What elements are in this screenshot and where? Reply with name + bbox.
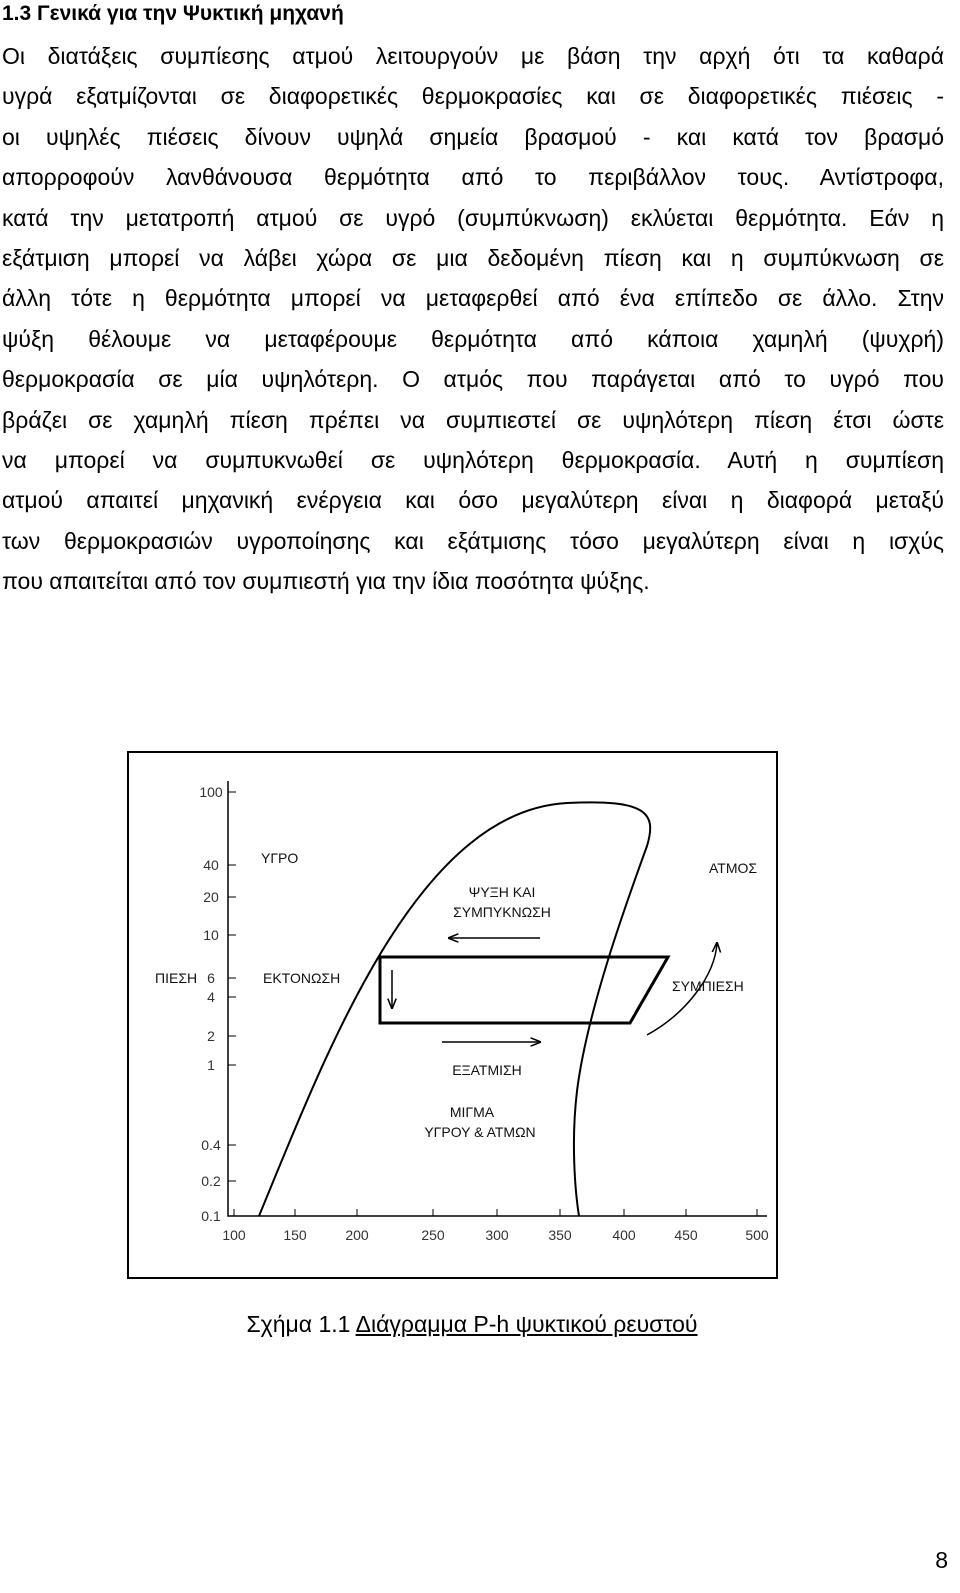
mixture-label: ΥΓΡΟΥ & ΑΤΜΩΝ (424, 1124, 536, 1140)
compression-label: ΣΥΜΠΙΕΣΗ (672, 978, 744, 994)
y-tick-label: 2 (207, 1028, 215, 1044)
vapour-region-label: ΑΤΜΟΣ (709, 860, 758, 876)
caption-title: Διάγραμμα P-h ψυκτικού ρευστού (355, 1311, 698, 1337)
paragraph-line: υγρά εξατμίζονται σε διαφορετικές θερμοκρασίες και σε διαφορετικές πιέσεις - (2, 83, 944, 110)
cooling-condensation-label: ΣΥΜΠΥΚΝΩΣΗ (453, 904, 551, 920)
paragraph-line: κατά την μετατροπή ατμού σε υγρό (συμπύκνωση) εκλύεται θερμότητα. Εάν η (2, 204, 944, 231)
paragraph-line: εξάτμιση μπορεί να λάβει χώρα σε μια δεδομένη πίεση και η συμπύκνωση σε (2, 244, 944, 271)
x-tick-label: 350 (548, 1227, 572, 1243)
paragraph-line: θερμοκρασία σε μία υψηλότερη. Ο ατμός που παράγεται από το υγρό που (2, 366, 944, 393)
mixture-label: ΜΙΓΜΑ (449, 1104, 495, 1120)
cooling-condensation-label: ΨΥΞΗ ΚΑΙ (468, 884, 536, 900)
y-tick-label: 0.2 (201, 1173, 221, 1189)
y-tick-label: 1 (207, 1057, 215, 1073)
figure-frame (128, 752, 777, 1278)
paragraph-line: οι υψηλές πιέσεις δίνουν υψηλά σημεία βρασμού - και κατά τον βρασμό (2, 123, 944, 150)
body-paragraph (2, 36, 944, 601)
paragraph-line: βράζει σε χαμηλή πίεση πρέπει να συμπιεστεί σε υψηλότερη πίεση έτσι ώστε (2, 406, 944, 433)
caption-prefix: Σχήμα 1.1 (246, 1311, 356, 1337)
evaporation-label: ΕΞΑΤΜΙΣΗ (452, 1062, 522, 1078)
paragraph-line: ψύξη θέλουμε να μεταφέρουμε θερμότητα από κάποια χαμηλή (ψυχρή) (2, 325, 944, 352)
y-tick-label: 0.4 (201, 1137, 221, 1153)
ph-diagram-svg (127, 751, 778, 1279)
x-tick-label: 250 (421, 1227, 445, 1243)
page-number: 8 (935, 1547, 948, 1573)
x-tick-label: 300 (485, 1227, 509, 1243)
y-tick-label: 10 (203, 927, 219, 943)
section-heading: 1.3 Γενικά για την Ψυκτική μηχανή (2, 2, 344, 25)
x-tick-label: 500 (745, 1227, 769, 1243)
paragraph-line: που απαιτείται από τον συμπιεστή για την ίδια ποσότητα ψύξης. (2, 568, 650, 595)
x-tick-label: 150 (283, 1227, 307, 1243)
paragraph-line: άλλη τότε η θερμότητα μπορεί να μεταφερθεί από ένα επίπεδο σε άλλο. Στην (2, 285, 944, 312)
y-tick-label: 0.1 (201, 1208, 221, 1224)
expansion-label: ΕΚΤΟΝΩΣΗ (263, 970, 341, 986)
y-tick-label: 40 (203, 857, 219, 873)
x-tick-label: 450 (674, 1227, 698, 1243)
paragraph-line: των θερμοκρασιών υγροποίησης και εξάτμισης τόσο μεγαλύτερη είναι η ισχύς (2, 527, 944, 554)
x-tick-label: 400 (612, 1227, 636, 1243)
y-tick-label: 6 (207, 970, 215, 986)
liquid-region-label: ΥΓΡΟ (261, 850, 299, 866)
y-tick-label: 20 (203, 889, 219, 905)
ph-diagram-figure (127, 751, 778, 1279)
y-tick-label: 4 (207, 989, 215, 1005)
pressure-axis-label: ΠΙΕΣΗ (155, 970, 198, 986)
figure-caption (0, 1311, 944, 1338)
x-axis-labels (222, 1227, 769, 1243)
paragraph-line: Οι διατάξεις συμπίεσης ατμού λειτουργούν με βάση την αρχή ότι τα καθαρά (2, 43, 944, 69)
paragraph-line: να μπορεί να συμπυκνωθεί σε υψηλότερη θερμοκρασία. Αυτή η συμπίεση (2, 446, 944, 473)
paragraph-line: απορροφούν λανθάνουσα θερμότητα από το περιβάλλον τους. Αντίστροφα, (2, 164, 944, 191)
x-tick-label: 200 (345, 1227, 369, 1243)
y-tick-label: 100 (199, 784, 223, 800)
paragraph-line: ατμού απαιτεί μηχανική ενέργεια και όσο μεγαλύτερη είναι η διαφορά μεταξύ (2, 487, 944, 514)
x-tick-label: 100 (222, 1227, 246, 1243)
